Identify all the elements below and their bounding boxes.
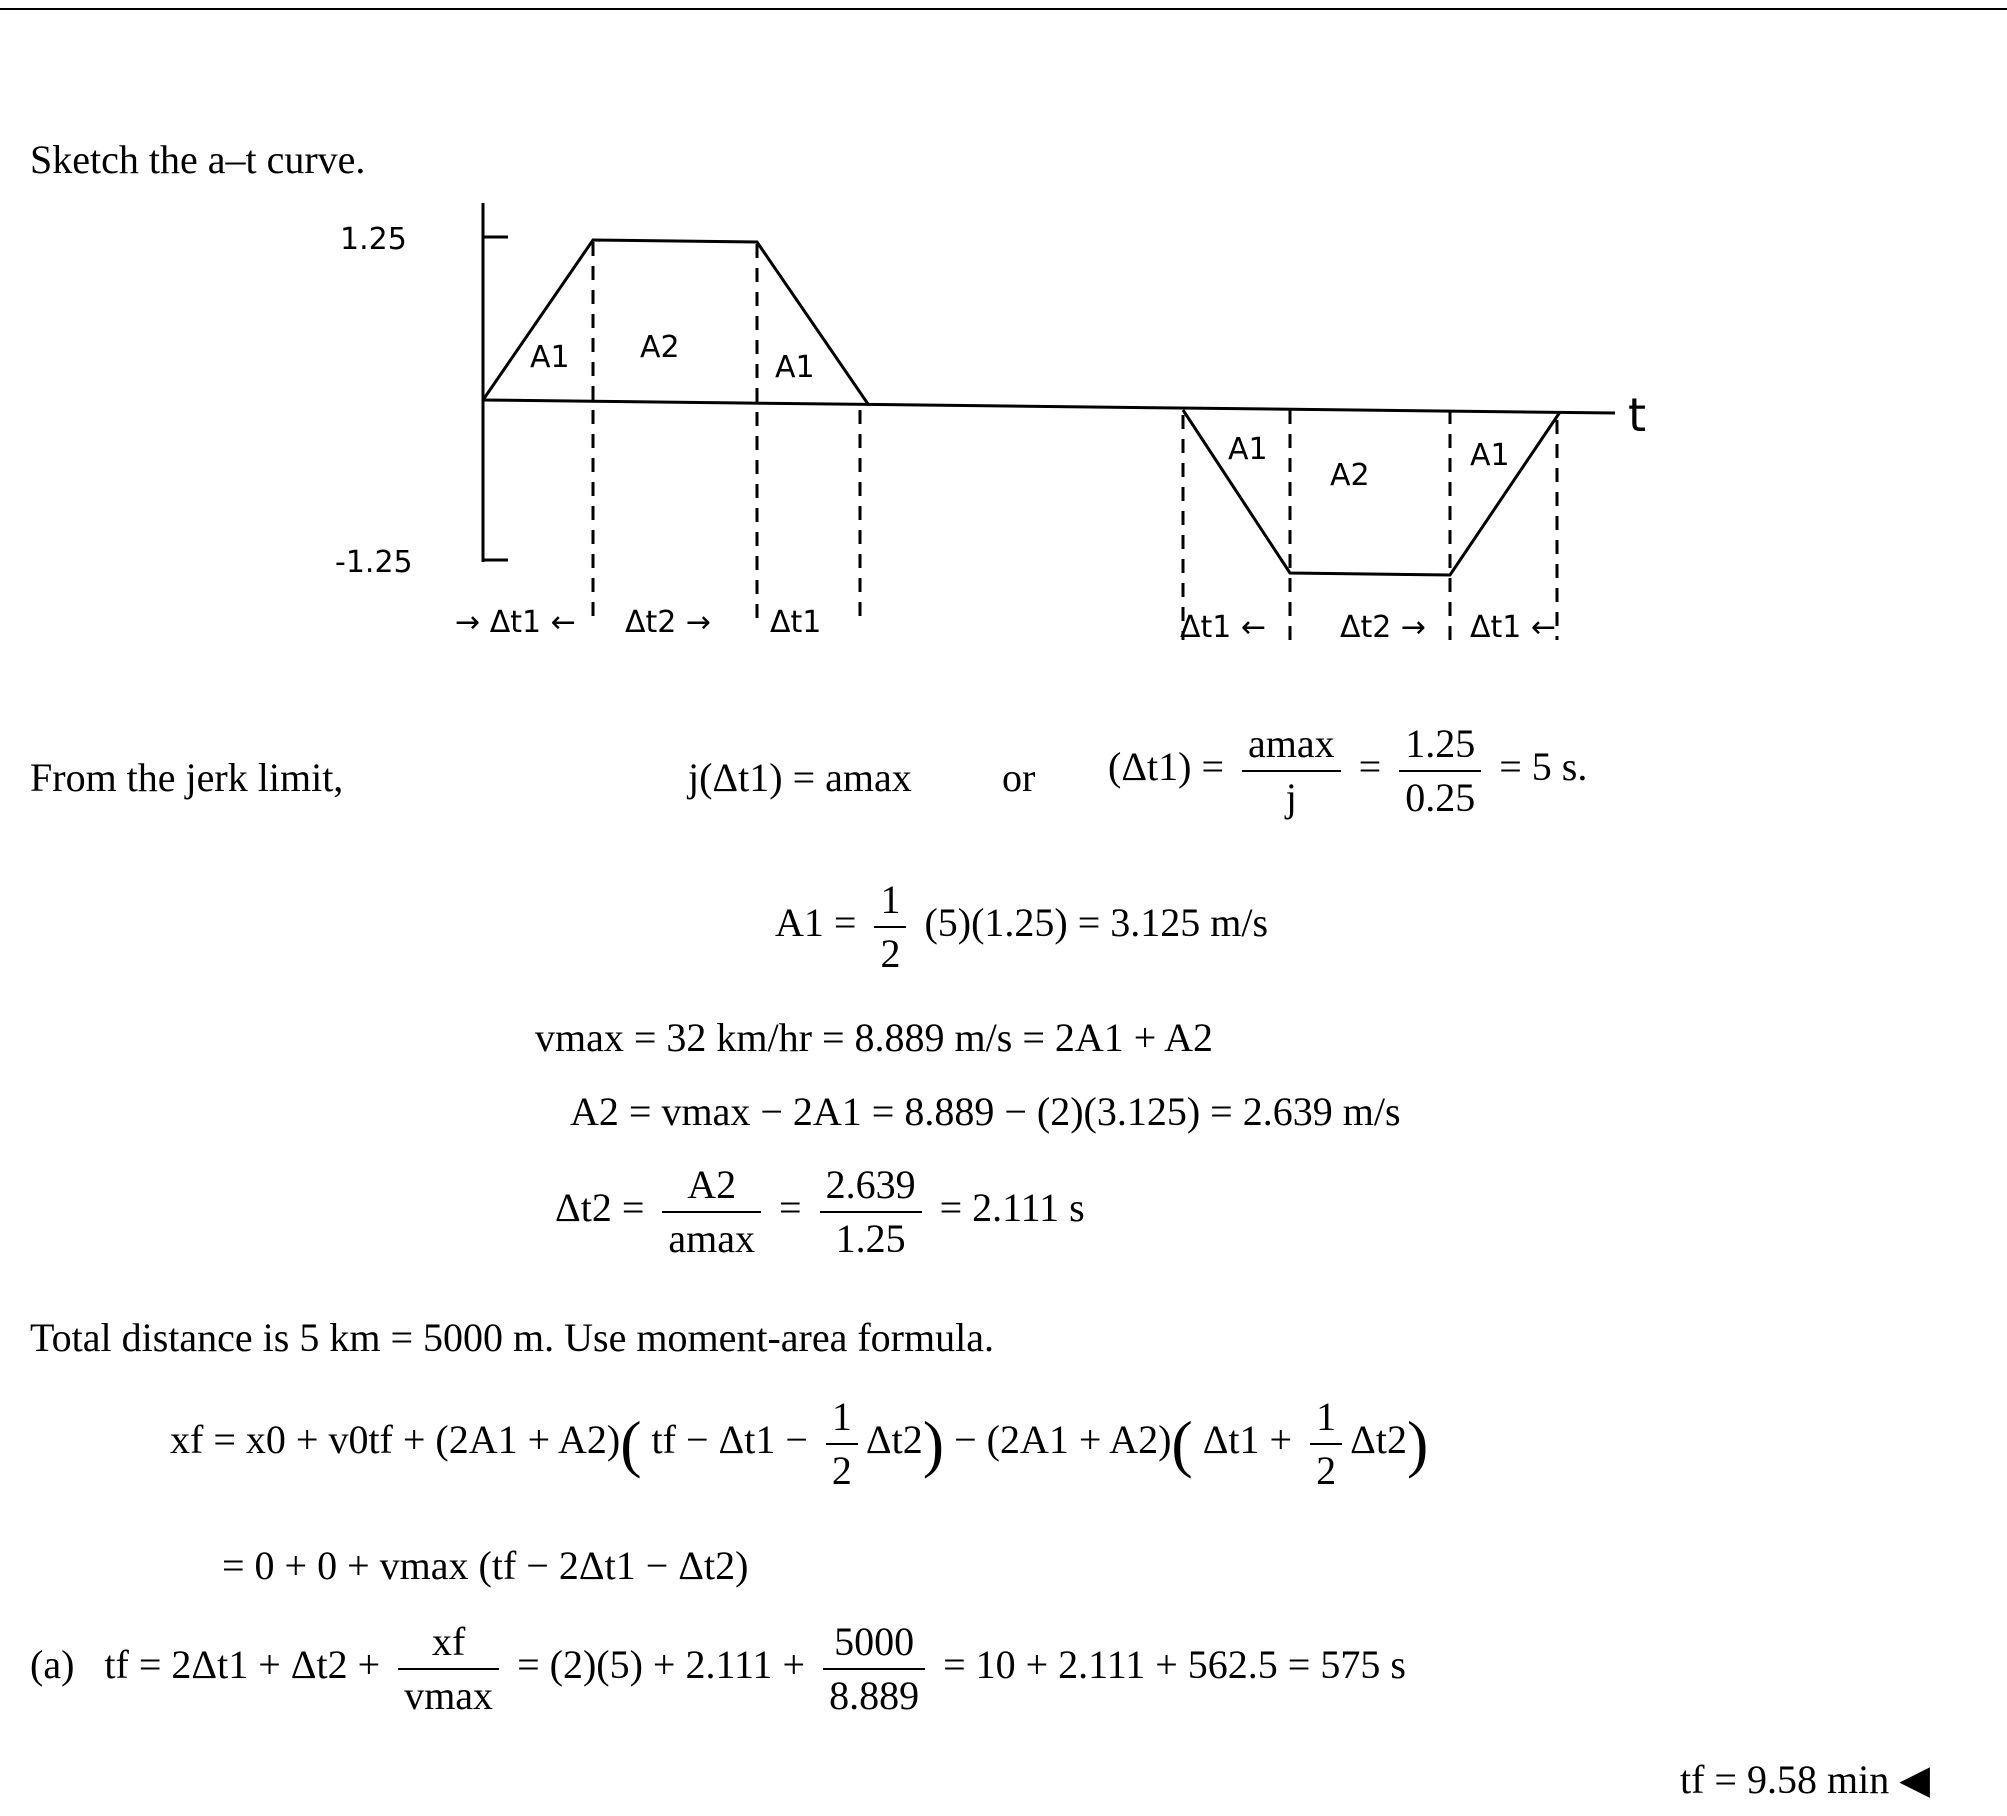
area-label-lower-a1-right: A1 xyxy=(1470,438,1510,473)
dt2-equation: Δt2 = $\frac{A2}{amax}$ = $\frac{2.639}{1.25}$ = 2.111 s xyxy=(555,1162,1085,1261)
dashed-guides xyxy=(593,242,1557,640)
answer-marker-icon: ◀ xyxy=(1899,1757,1930,1802)
total-distance-text: Total distance is 5 km = 5000 m. Use moment-area formula. xyxy=(30,1315,994,1360)
a2-equation: A2 = vmax − 2A1 = 8.889 − (2)(3.125) = 2.639 m/s xyxy=(570,1089,1401,1134)
dt-label-right-2: Δt2 → xyxy=(1340,610,1427,645)
intro-text: Sketch the a–t curve. xyxy=(30,137,366,182)
area-label-upper-a1-left: A1 xyxy=(530,340,570,375)
part-a-equation: (a) tf = 2Δt1 + Δt2 + $\frac{xf}{vmax}$ = (2)(5) + 2.111 + $\frac{5000}{8.889}$ = 10 + 2.111 + 562.5 = 575 s xyxy=(30,1619,1406,1718)
xf-equation-line2: = 0 + 0 + vmax (tf − 2Δt1 − Δt2) xyxy=(222,1543,749,1588)
area-label-lower-a1-left: A1 xyxy=(1228,432,1268,467)
t-axis-label: t xyxy=(1628,388,1647,442)
a1-equation: A1 = $\frac{1}{2}$ (5)(1.25) = 3.125 m/s xyxy=(775,877,1269,976)
area-label-upper-a1-right: A1 xyxy=(775,350,815,385)
area-label-upper-a2: A2 xyxy=(640,330,680,365)
jerk-lead: From the jerk limit, xyxy=(30,755,344,800)
y-bottom-label: -1.25 xyxy=(335,545,413,580)
top-rule xyxy=(0,8,2007,10)
dt-label-left-1: → Δt1 ← xyxy=(455,605,576,640)
dt-label-left-3: Δt1 xyxy=(770,605,822,640)
jerk-eq1: j(Δt1) = amax xyxy=(688,755,912,800)
t-axis xyxy=(483,400,1615,413)
y-top-label: 1.25 xyxy=(340,222,407,257)
area-label-lower-a2: A2 xyxy=(1330,458,1370,493)
xf-equation-line1: xf = x0 + v0tf + (2A1 + A2)( tf − Δt1 − $\frac{1}{2}$ Δt2) − (2A1 + A2)( Δt1 + $\frac{1}{2}$ Δt2) xyxy=(170,1394,1429,1493)
jerk-eq2: (Δt1) = $\frac{amax}{j}$ = $\frac{1.25}{0.25}$ = 5 s. xyxy=(1108,721,1588,820)
dt-label-left-2: Δt2 → xyxy=(625,605,712,640)
dt-label-right-3: Δt1 ← xyxy=(1470,610,1557,645)
final-answer: tf = 9.58 min ◀ xyxy=(1680,1757,1930,1802)
a-t-sketch xyxy=(0,190,2007,660)
dt-label-right-1: Δt1 ← xyxy=(1180,610,1267,645)
jerk-or: or xyxy=(1002,755,1036,800)
vmax-equation: vmax = 32 km/hr = 8.889 m/s = 2A1 + A2 xyxy=(535,1015,1214,1060)
